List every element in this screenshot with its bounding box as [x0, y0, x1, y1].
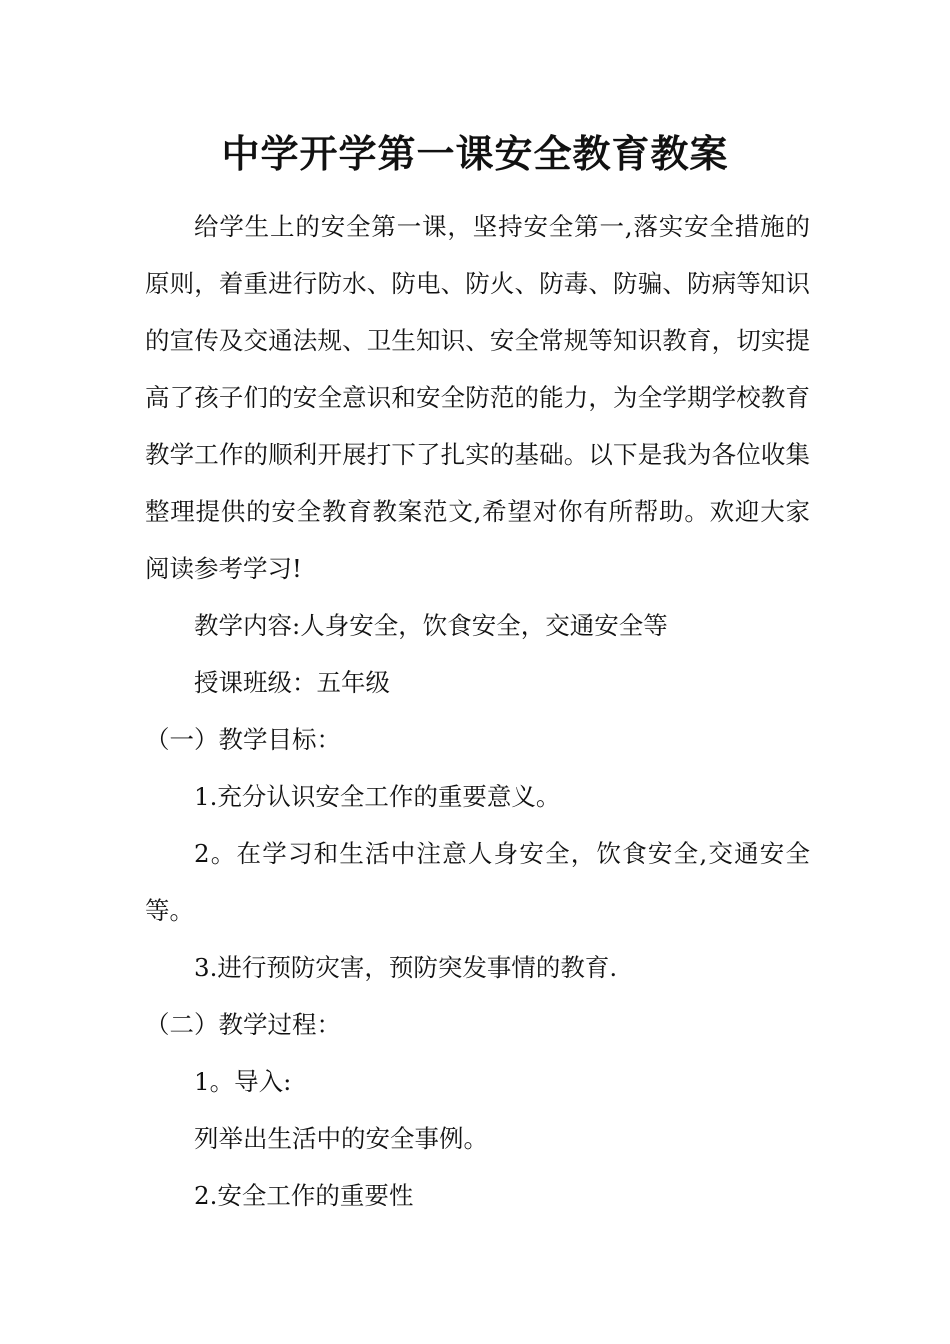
process-item-1-detail: 列举出生活中的安全事例。	[194, 1124, 488, 1153]
section-heading-process: （二）教学过程：	[145, 1010, 341, 1039]
goal-item-1: 1.充分认识安全工作的重要意义。	[194, 782, 561, 811]
section-heading-goals: （一）教学目标：	[145, 725, 341, 754]
class-grade: 授课班级：五年级	[194, 668, 390, 697]
intro-paragraph: 给学生上的安全第一课，坚持安全第一,落实安全措施的原则，着重进行防水、防电、防火、防毒、防骗、防病等知识的宣传及交通法规、卫生知识、安全常规等知识教育，切实提高了孩子们的安全意识和安全防范的能力，为全学期学校教育教学工作的顺利开展打下了扎实的基础。以下是我为各位收集整理提供的安全教育教案范文,希望对你有所帮助。欢迎大家阅读参考学习!	[145, 212, 810, 583]
document-title: 中学开学第一课安全教育教案	[221, 131, 729, 176]
teaching-content: 教学内容:人身安全，饮食安全，交通安全等	[194, 611, 668, 640]
document-body	[145, 198, 810, 1224]
process-item-1: 1。导入:	[194, 1067, 292, 1096]
goal-item-3: 3.进行预防灾害，预防突发事情的教育.	[194, 953, 618, 982]
goal-item-2: 2。在学习和生活中注意人身安全，饮食安全,交通安全等。	[145, 839, 810, 925]
process-item-2: 2.安全工作的重要性	[194, 1181, 414, 1210]
